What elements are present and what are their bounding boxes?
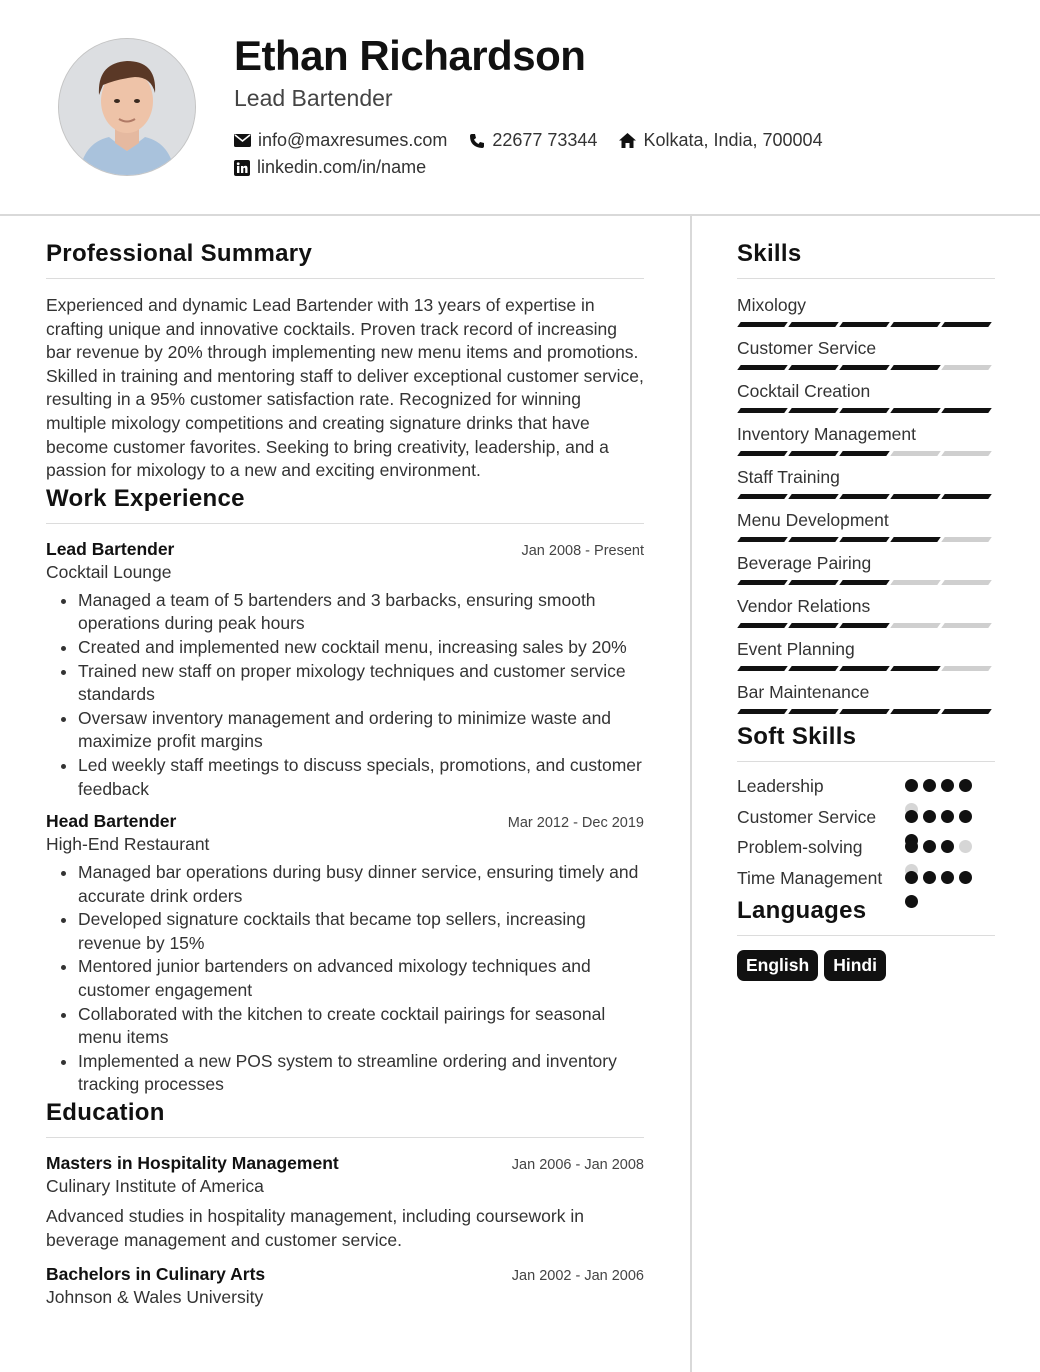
rating-dot: [959, 779, 972, 792]
school-name: Culinary Institute of America: [46, 1176, 264, 1197]
skill-name: Cocktail Creation: [737, 381, 871, 401]
skill-level-segment: [890, 494, 941, 499]
skill-level-segment: [737, 365, 788, 370]
list-item: • Trained new staff on proper mixology techniques and customer service standards: [78, 660, 644, 707]
contact-phone[interactable]: [469, 130, 597, 151]
skills-section: [737, 240, 995, 725]
list-item: • Managed a team of 5 bartenders and 3 barbacks, ensuring smooth operations during peak hours: [78, 589, 644, 636]
linkedin-text: linkedin.com/in/name: [257, 157, 427, 177]
soft-skills-section: [737, 723, 995, 890]
skill-name: Staff Training: [737, 467, 840, 487]
job-entry: [46, 811, 644, 1097]
skill-level-segment: [737, 494, 788, 499]
skill-name: Customer Service: [737, 338, 877, 358]
language-badge: English: [737, 950, 818, 981]
section-title: Education: [46, 1099, 165, 1127]
skill-level-segment: [737, 451, 788, 456]
phone-text: 22677 73344: [492, 130, 598, 150]
candidate-title: Lead Bartender: [234, 85, 393, 111]
list-item: • Created and implemented new cocktail menu, increasing sales by 20%: [78, 636, 644, 660]
email-text: info@maxresumes.com: [258, 130, 448, 150]
job-entry: [46, 539, 644, 801]
section-title: Languages: [737, 897, 867, 924]
rating-dot: [941, 810, 954, 823]
home-icon: [619, 133, 636, 148]
skill-level-segment: [839, 451, 890, 456]
skill-level-segment: [788, 322, 839, 327]
skill-level-bar: [739, 494, 994, 499]
job-company: Cocktail Lounge: [46, 561, 172, 582]
list-item: • Collaborated with the kitchen to create cocktail pairings for seasonal menu items: [78, 1003, 644, 1050]
rating-dot: [959, 871, 972, 884]
location-text: Kolkata, India, 700004: [643, 130, 823, 150]
job-bullets: [46, 589, 644, 801]
skill-level-segment: [839, 494, 890, 499]
profile-photo: [58, 38, 196, 176]
skill-level-segment: [941, 580, 992, 585]
soft-skills-list: [737, 775, 995, 890]
skill-name: Mixology: [737, 295, 807, 315]
skill-level-segment: [839, 322, 890, 327]
section-divider: [46, 278, 644, 279]
rating-dot: [959, 840, 972, 853]
skill-level-segment: [737, 580, 788, 585]
skill-name: Event Planning: [737, 639, 855, 659]
work-experience-section: [46, 485, 644, 1097]
rating-dot: [959, 810, 972, 823]
job-date: Mar 2012 - Dec 2019: [507, 815, 644, 832]
soft-skill-rating: [905, 871, 985, 919]
soft-skill-name: Problem-solving: [737, 837, 863, 857]
skill-level-segment: [941, 537, 992, 542]
rating-dot: [905, 895, 918, 908]
summary-text: Experienced and dynamic Lead Bartender with 13 years of expertise in crafting unique and innovative cocktails. Proven track record of increasing bar revenue by 20% through implementing new menu items and promotions. Skilled in training and mentoring staff to deliver exceptional customer service, resulting in a 95% customer satisfaction rate. Recognized for winning multiple mixology competitions and creating signature drinks that have become customer favorites. Seeking to bring creativity, leadership, and a passion for mixology to a new and exciting environment.: [46, 295, 644, 481]
rating-dot: [923, 810, 936, 823]
skill-level-bar: [739, 666, 994, 671]
list-item: • Led weekly staff meetings to discuss specials, promotions, and customer feedback: [78, 754, 644, 801]
education-entry: [46, 1264, 644, 1308]
skill-item: [737, 381, 995, 424]
skill-item: [737, 338, 995, 381]
school-name: Johnson & Wales University: [46, 1287, 264, 1308]
education-date: Jan 2002 - Jan 2006: [511, 1268, 644, 1285]
skill-name: Menu Development: [737, 510, 889, 530]
skill-level-bar: [739, 537, 994, 542]
skill-level-segment: [788, 666, 839, 671]
skill-level-bar: [739, 322, 994, 327]
skill-name: Bar Maintenance: [737, 682, 870, 702]
skill-item: [737, 553, 995, 596]
soft-skill-item: [737, 806, 995, 830]
skill-level-segment: [788, 494, 839, 499]
job-title: Head Bartender: [46, 811, 177, 832]
section-divider: [737, 761, 995, 762]
skill-name: Beverage Pairing: [737, 553, 872, 573]
skill-item: [737, 639, 995, 682]
linkedin-icon: [234, 160, 250, 176]
skill-level-bar: [739, 580, 994, 585]
rating-dot: [941, 840, 954, 853]
soft-skill-name: Leadership: [737, 776, 824, 796]
skill-level-segment: [737, 322, 788, 327]
education-date: Jan 2006 - Jan 2008: [511, 1157, 644, 1174]
degree-title: Masters in Hospitality Management: [46, 1153, 339, 1174]
section-title: Professional Summary: [46, 240, 313, 267]
soft-skill-item: [737, 775, 995, 799]
education-section: [46, 1099, 644, 1308]
languages-list: [737, 950, 995, 981]
skill-level-segment: [788, 408, 839, 413]
main-column: [46, 240, 644, 1308]
skill-level-segment: [941, 322, 992, 327]
skill-level-segment: [788, 709, 839, 714]
contact-linkedin[interactable]: [234, 157, 426, 178]
section-divider: [46, 523, 644, 524]
skills-list: [737, 295, 995, 725]
section-title: Soft Skills: [737, 723, 857, 750]
section-divider: [737, 935, 995, 936]
skill-level-segment: [941, 451, 992, 456]
rating-dot: [905, 779, 918, 792]
professional-summary-section: [46, 240, 644, 483]
soft-skill-name: Time Management: [737, 867, 883, 888]
skill-item: [737, 596, 995, 639]
soft-skill-item: [737, 867, 995, 891]
section-divider: [46, 1137, 644, 1138]
skill-level-segment: [788, 537, 839, 542]
skill-level-bar: [739, 623, 994, 628]
skill-level-bar: [739, 365, 994, 370]
rating-dot: [905, 810, 918, 823]
contact-email[interactable]: [234, 130, 447, 151]
section-title: Skills: [737, 240, 802, 267]
job-title: Lead Bartender: [46, 538, 175, 559]
rating-dot: [905, 871, 918, 884]
rating-dot: [941, 779, 954, 792]
skill-item: [737, 467, 995, 510]
job-date: Jan 2008 - Present: [521, 542, 644, 559]
skill-item: [737, 295, 995, 338]
skill-level-segment: [737, 408, 788, 413]
section-title: Work Experience: [46, 484, 245, 512]
skill-level-segment: [941, 408, 992, 413]
language-badge: Hindi: [824, 950, 886, 981]
skill-name: Inventory Management: [737, 424, 916, 444]
skill-level-segment: [890, 666, 941, 671]
skill-item: [737, 682, 995, 725]
skill-level-segment: [839, 408, 890, 413]
skill-level-segment: [941, 494, 992, 499]
skill-level-segment: [839, 580, 890, 585]
skill-level-segment: [788, 365, 839, 370]
contact-row: [234, 130, 845, 151]
list-item: • Managed bar operations during busy dinner service, ensuring timely and accurate drink orders: [78, 861, 644, 908]
skill-level-segment: [890, 408, 941, 413]
skill-level-segment: [839, 537, 890, 542]
column-divider: [690, 215, 692, 1372]
job-company: High-End Restaurant: [46, 834, 210, 855]
phone-icon: [469, 133, 485, 149]
candidate-name: Ethan Richardson: [234, 32, 586, 79]
envelope-icon: [234, 134, 251, 147]
skill-level-segment: [788, 623, 839, 628]
rating-dot: [923, 779, 936, 792]
skill-level-segment: [890, 709, 941, 714]
sidebar-column: [737, 240, 995, 981]
skill-item: [737, 424, 995, 467]
skill-level-segment: [788, 451, 839, 456]
skill-level-segment: [941, 709, 992, 714]
rating-dot: [905, 840, 918, 853]
rating-dot: [923, 840, 936, 853]
rating-dot: [941, 871, 954, 884]
soft-skill-item: [737, 836, 995, 860]
skill-level-segment: [890, 322, 941, 327]
skill-level-bar: [739, 451, 994, 456]
skill-level-segment: [941, 666, 992, 671]
skill-level-segment: [737, 537, 788, 542]
section-divider: [737, 278, 995, 279]
resume-header: [0, 0, 1040, 216]
skill-level-segment: [941, 623, 992, 628]
skill-level-segment: [839, 623, 890, 628]
soft-skill-name: Customer Service: [737, 806, 877, 827]
list-item: • Implemented a new POS system to streamline ordering and inventory tracking processes: [78, 1050, 644, 1097]
skill-level-segment: [839, 709, 890, 714]
education-description: Advanced studies in hospitality management, including coursework in beverage management and customer service.: [46, 1206, 584, 1250]
skill-level-segment: [737, 623, 788, 628]
list-item: • Oversaw inventory management and ordering to minimize waste and maximize profit margins: [78, 707, 644, 754]
job-bullets: [46, 861, 644, 1097]
skill-level-segment: [890, 365, 941, 370]
skill-level-segment: [737, 709, 788, 714]
skill-level-segment: [737, 666, 788, 671]
education-entry: [46, 1153, 644, 1252]
contact-location: [619, 130, 822, 151]
skill-item: [737, 510, 995, 553]
list-item: • Mentored junior bartenders on advanced mixology techniques and customer engagement: [78, 955, 644, 1002]
skill-level-segment: [839, 666, 890, 671]
skill-name: Vendor Relations: [737, 596, 871, 616]
list-item: • Developed signature cocktails that became top sellers, increasing revenue by 15%: [78, 908, 644, 955]
skill-level-segment: [839, 365, 890, 370]
rating-dot: [923, 871, 936, 884]
skill-level-segment: [890, 580, 941, 585]
contact-row-2: [234, 157, 448, 178]
skill-level-segment: [890, 451, 941, 456]
skill-level-segment: [941, 365, 992, 370]
skill-level-bar: [739, 408, 994, 413]
skill-level-segment: [788, 580, 839, 585]
degree-title: Bachelors in Culinary Arts: [46, 1264, 266, 1285]
skill-level-bar: [739, 709, 994, 714]
skill-level-segment: [890, 537, 941, 542]
skill-level-segment: [890, 623, 941, 628]
